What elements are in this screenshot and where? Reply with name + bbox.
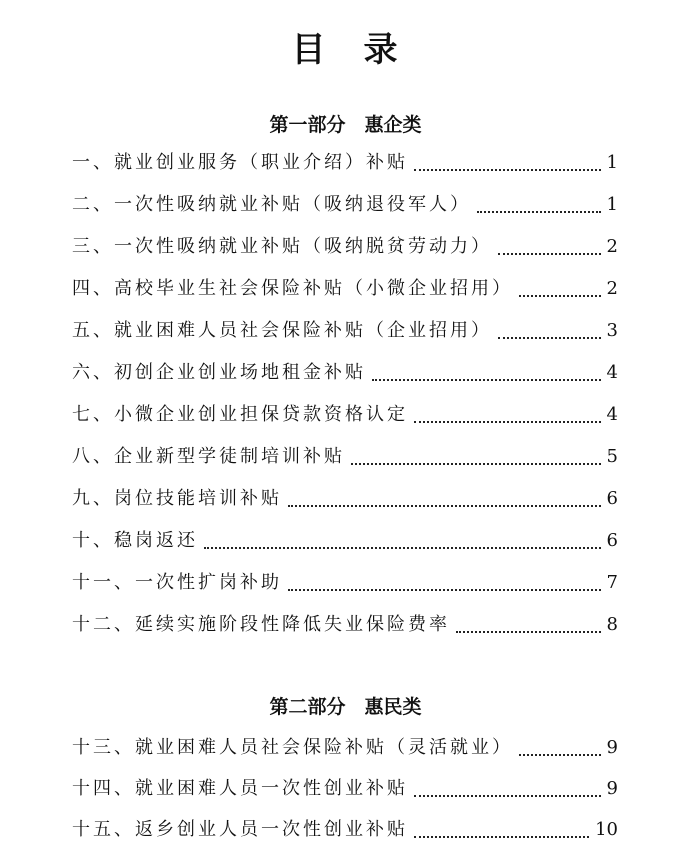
dot-leader [519,295,601,297]
toc-entry-label: 十五、返乡创业人员一次性创业补贴 [72,819,408,840]
toc-entry-label: 七、小微企业创业担保贷款资格认定 [72,404,408,425]
toc-entry-page: 7 [606,572,618,593]
part-heading-1: 第一部分 惠企类 [269,114,422,136]
toc-entry-label: 十三、就业困难人员社会保险补贴（灵活就业） [72,737,513,758]
toc-entry-label: 二、一次性吸纳就业补贴（吸纳退役军人） [72,194,471,215]
dot-leader [414,169,601,171]
toc-entry [72,234,618,260]
dot-leader [351,463,601,465]
toc-entry [72,150,618,176]
toc-entry [72,817,618,843]
toc-entry-page: 8 [606,614,618,635]
toc-entry [72,735,618,761]
toc-entry [72,612,618,638]
toc-entry-page: 4 [606,362,618,383]
toc-entry [72,528,618,554]
toc-entry [72,318,618,344]
toc-entry-page: 10 [595,819,618,840]
toc-entry-label: 一、就业创业服务（职业介绍）补贴 [72,152,408,173]
toc-entry-label: 十、稳岗返还 [72,530,198,551]
toc-entry-page: 2 [606,278,618,299]
toc-entry-label: 八、企业新型学徒制培训补贴 [72,446,345,467]
toc-entry-page: 6 [606,530,618,551]
dot-leader [414,836,589,838]
dot-leader [204,547,601,549]
toc-entry-label: 六、初创企业创业场地租金补贴 [72,362,366,383]
dot-leader [372,379,601,381]
toc-entry-label: 十四、就业困难人员一次性创业补贴 [72,778,408,799]
dot-leader [477,211,601,213]
toc-entry-page: 6 [606,488,618,509]
toc-entry [72,276,618,302]
toc-entry-page: 1 [606,152,618,173]
part-heading-2: 第二部分 惠民类 [269,696,422,718]
toc-entry [72,402,618,428]
toc-entry [72,192,618,218]
toc-entry [72,486,618,512]
dot-leader [414,795,601,797]
toc-entry-page: 5 [606,446,618,467]
toc-entry-label: 三、一次性吸纳就业补贴（吸纳脱贫劳动力） [72,236,492,257]
toc-entry [72,444,618,470]
dot-leader [288,589,601,591]
dot-leader [498,253,601,255]
toc-entry-label: 四、高校毕业生社会保险补贴（小微企业招用） [72,278,513,299]
toc-entry-page: 9 [606,737,618,758]
toc-entry-page: 9 [606,778,618,799]
dot-leader [414,421,601,423]
toc-entry-label: 五、就业困难人员社会保险补贴（企业招用） [72,320,492,341]
toc-entry-label: 十二、延续实施阶段性降低失业保险费率 [72,614,450,635]
toc-entry-page: 1 [606,194,618,215]
dot-leader [498,337,601,339]
toc-entry [72,570,618,596]
toc-entry-page: 2 [606,236,618,257]
toc-entry-label: 十一、一次性扩岗补助 [72,572,282,593]
toc-entry-label: 九、岗位技能培训补贴 [72,488,282,509]
dot-leader [519,754,601,756]
toc-entry-page: 3 [606,320,618,341]
toc-entry-page: 4 [606,404,618,425]
document-title: 目 录 [291,30,400,70]
toc-entry [72,360,618,386]
dot-leader [288,505,601,507]
toc-entry [72,776,618,802]
dot-leader [456,631,601,633]
